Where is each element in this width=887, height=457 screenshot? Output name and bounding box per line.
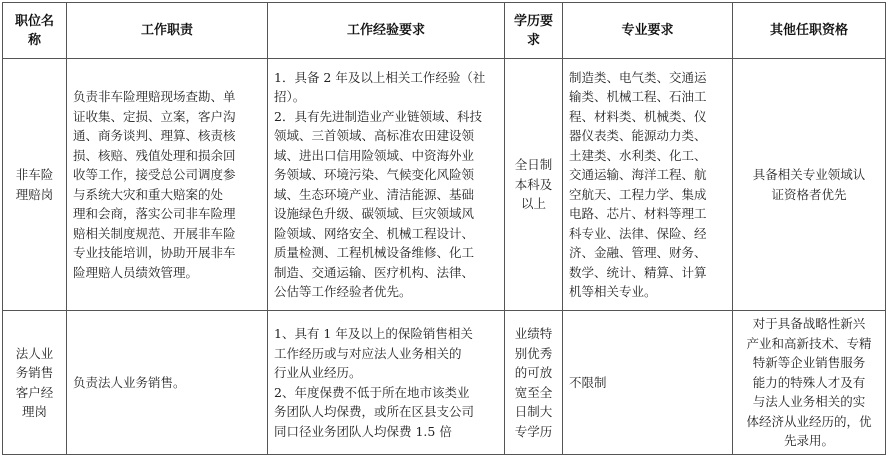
table-row — [3, 59, 886, 311]
cell-experience: 1、具有 1 年及以上的保险销售相关 工作经历或与对应法人业务相关的 行业从业经历。 2、年度保费不低于所在地市该类业 务团队人均保费，或所在区县支公司 同口径业务团队人均保费 1.5 倍 — [268, 311, 505, 455]
header-position: 职位名 称 — [3, 3, 67, 59]
header-experience: 工作经验要求 — [268, 3, 505, 59]
cell-major: 不限制 — [563, 311, 733, 455]
table-row — [3, 311, 886, 455]
cell-position: 法人业 务销售 客户经 理岗 — [3, 311, 67, 455]
header-duties: 工作职责 — [67, 3, 268, 59]
header-other: 其他任职资格 — [733, 3, 886, 59]
header-education: 学历要 求 — [505, 3, 563, 59]
job-requirements-table — [2, 2, 886, 455]
cell-position: 非车险 理赔岗 — [3, 59, 67, 311]
header-major: 专业要求 — [563, 3, 733, 59]
cell-education: 业绩特 别优秀 的可放 宽至全 日制大 专学历 — [505, 311, 563, 455]
cell-other: 对于具备战略性新兴 产业和高新技术、专精 特新等企业销售服务 能力的特殊人才及有 与法人业务相关的实 体经济从业经历的，优 先录用。 — [733, 311, 886, 455]
cell-duties: 负责非车险理赔现场查勘、单 证收集、定损、立案，客户沟 通、商务谈判、理算、核责核 损、核赔、残值处理和损余回 收等工作，接受总公司调度参 与系统大灾和重大赔案的处 理和会商，落实公司非车险理 赔相关制度规范、开展非车险 专业技能培训，协助开展非车 险理赔人员绩效管理。 — [67, 59, 268, 311]
cell-other: 具备相关专业领域认 证资格者优先 — [733, 59, 886, 311]
cell-experience: 1．具备 2 年及以上相关工作经验（社 招）。 2．具有先进制造业产业链领域、科技 领域、三首领域、高标准农田建设领 域、进出口信用险领域、中资海外业 务领域、环境污染、气候变化风险领 域、生态环境产业、清洁能源、基础 设施绿色升级、碳领域、巨灾领域风 险领域、网络安全、机械工程设计、 质量检测、工程机械设备维修、化工 制造、交通运输、医疗机构、法律、 公估等工作经验者优先。 — [268, 59, 505, 311]
cell-education: 全日制 本科及 以上 — [505, 59, 563, 311]
cell-major: 制造类、电气类、交通运 输类、机械工程、石油工 程、材料类、机械类、仪 器仪表类、能源动力类、 土建类、水利类、化工、 交通运输、海洋工程、航 空航天、工程力学、集成 电路、芯片、材料等理工 科专业、法律、保险、经 济、金融、管理、财务、 数学、统计、精算、计算 机等相关专业。 — [563, 59, 733, 311]
table-header-row — [3, 3, 886, 59]
cell-duties: 负责法人业务销售。 — [67, 311, 268, 455]
